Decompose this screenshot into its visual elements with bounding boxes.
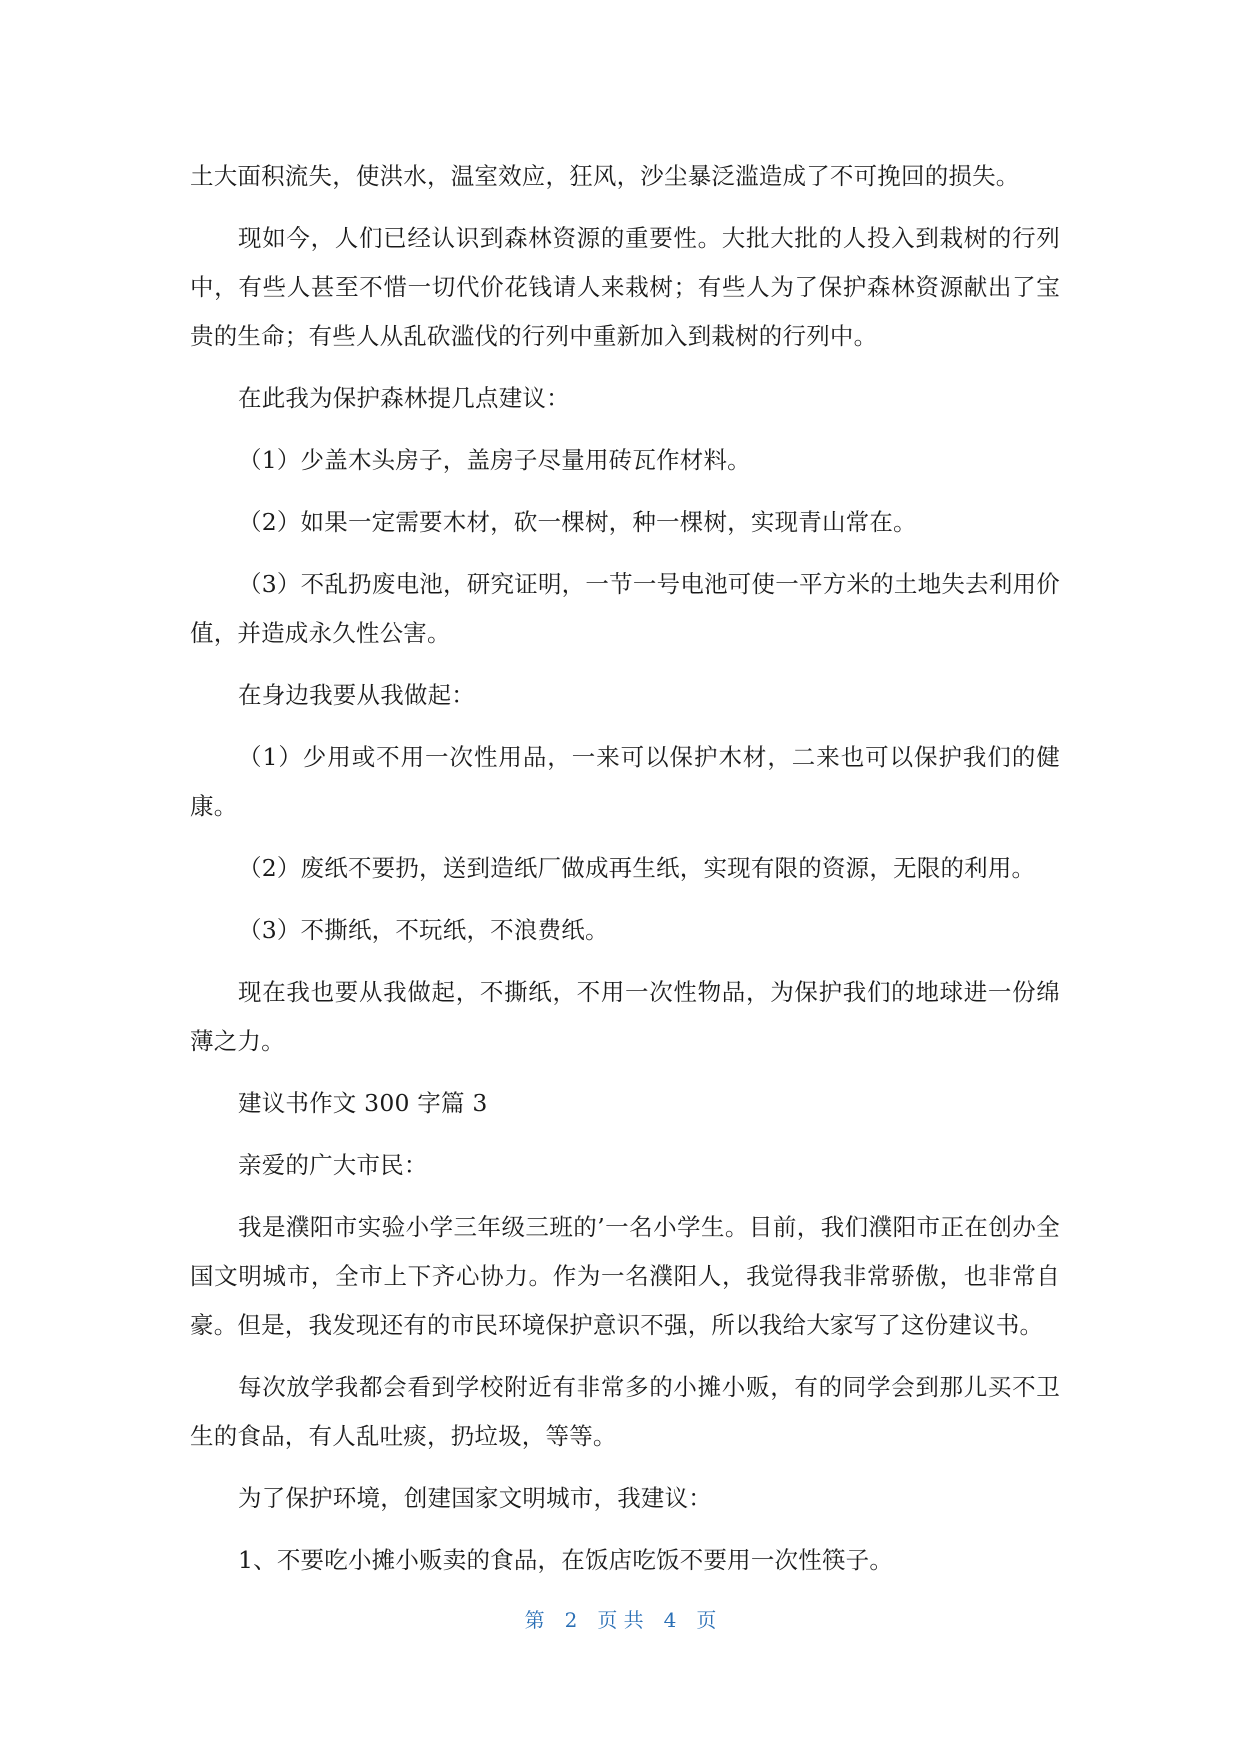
footer-total-pages: 4 [663, 1608, 677, 1632]
footer-current-page: 2 [564, 1608, 578, 1632]
list-item: （1）少盖木头房子，盖房子尽量用砖瓦作材料。 [238, 446, 751, 474]
paragraph: 土大面积流失，使洪水，温室效应，狂风，沙尘暴泛滥造成了不可挽回的损失。 [190, 162, 1020, 190]
footer-label-ye-gong: 页 共 [597, 1608, 644, 1632]
paragraph: 在身边我要从我做起： [238, 681, 475, 709]
paragraph: 在此我为保护森林提几点建议： [238, 384, 570, 412]
salutation: 亲爱的广大市民： [238, 1151, 428, 1179]
paragraph: 我是濮阳市实验小学三年级三班的’一名小学生。目前，我们濮阳市正在创办全国文明城市，全市上下齐心协力。作为一名濮阳人，我觉得我非常骄傲，也非常自豪。但是，我发现还有的市民环境保护意识不强，所以我给大家写了这份建议书。 [190, 1213, 1060, 1339]
footer-label-di: 第 [524, 1608, 545, 1632]
document-body [190, 152, 1060, 1598]
paragraph: 为了保护环境，创建国家文明城市，我建议： [238, 1484, 712, 1512]
list-item: 1、不要吃小摊小贩卖的食品，在饭店吃饭不要用一次性筷子。 [238, 1546, 894, 1574]
paragraph: 现在我也要从我做起，不撕纸，不用一次性物品，为保护我们的地球进一份绵薄之力。 [190, 978, 1060, 1055]
page-footer [0, 1604, 1241, 1633]
list-item: （2）废纸不要扔，送到造纸厂做成再生纸，实现有限的资源，无限的利用。 [238, 854, 1036, 882]
paragraph: 现如今，人们已经认识到森林资源的重要性。大批大批的人投入到栽树的行列中，有些人甚至不惜一切代价花钱请人来栽树；有些人为了保护森林资源献出了宝贵的生命；有些人从乱砍滥伐的行列中重新加入到栽树的行列中。 [190, 224, 1060, 350]
list-item: （3）不撕纸，不玩纸，不浪费纸。 [238, 916, 609, 944]
list-item: （1）少用或不用一次性用品，一来可以保护木材，二来也可以保护我们的健康。 [190, 743, 1060, 820]
paragraph: 每次放学我都会看到学校附近有非常多的小摊小贩，有的同学会到那儿买不卫生的食品，有人乱吐痰，扔垃圾，等等。 [190, 1373, 1060, 1450]
footer-label-ye: 页 [696, 1608, 717, 1632]
list-item: （3）不乱扔废电池，研究证明，一节一号电池可使一平方米的土地失去利用价值，并造成永久性公害。 [190, 570, 1060, 647]
section-heading: 建议书作文 300 字篇 3 [238, 1089, 488, 1117]
list-item: （2）如果一定需要木材，砍一棵树，种一棵树，实现青山常在。 [238, 508, 917, 536]
